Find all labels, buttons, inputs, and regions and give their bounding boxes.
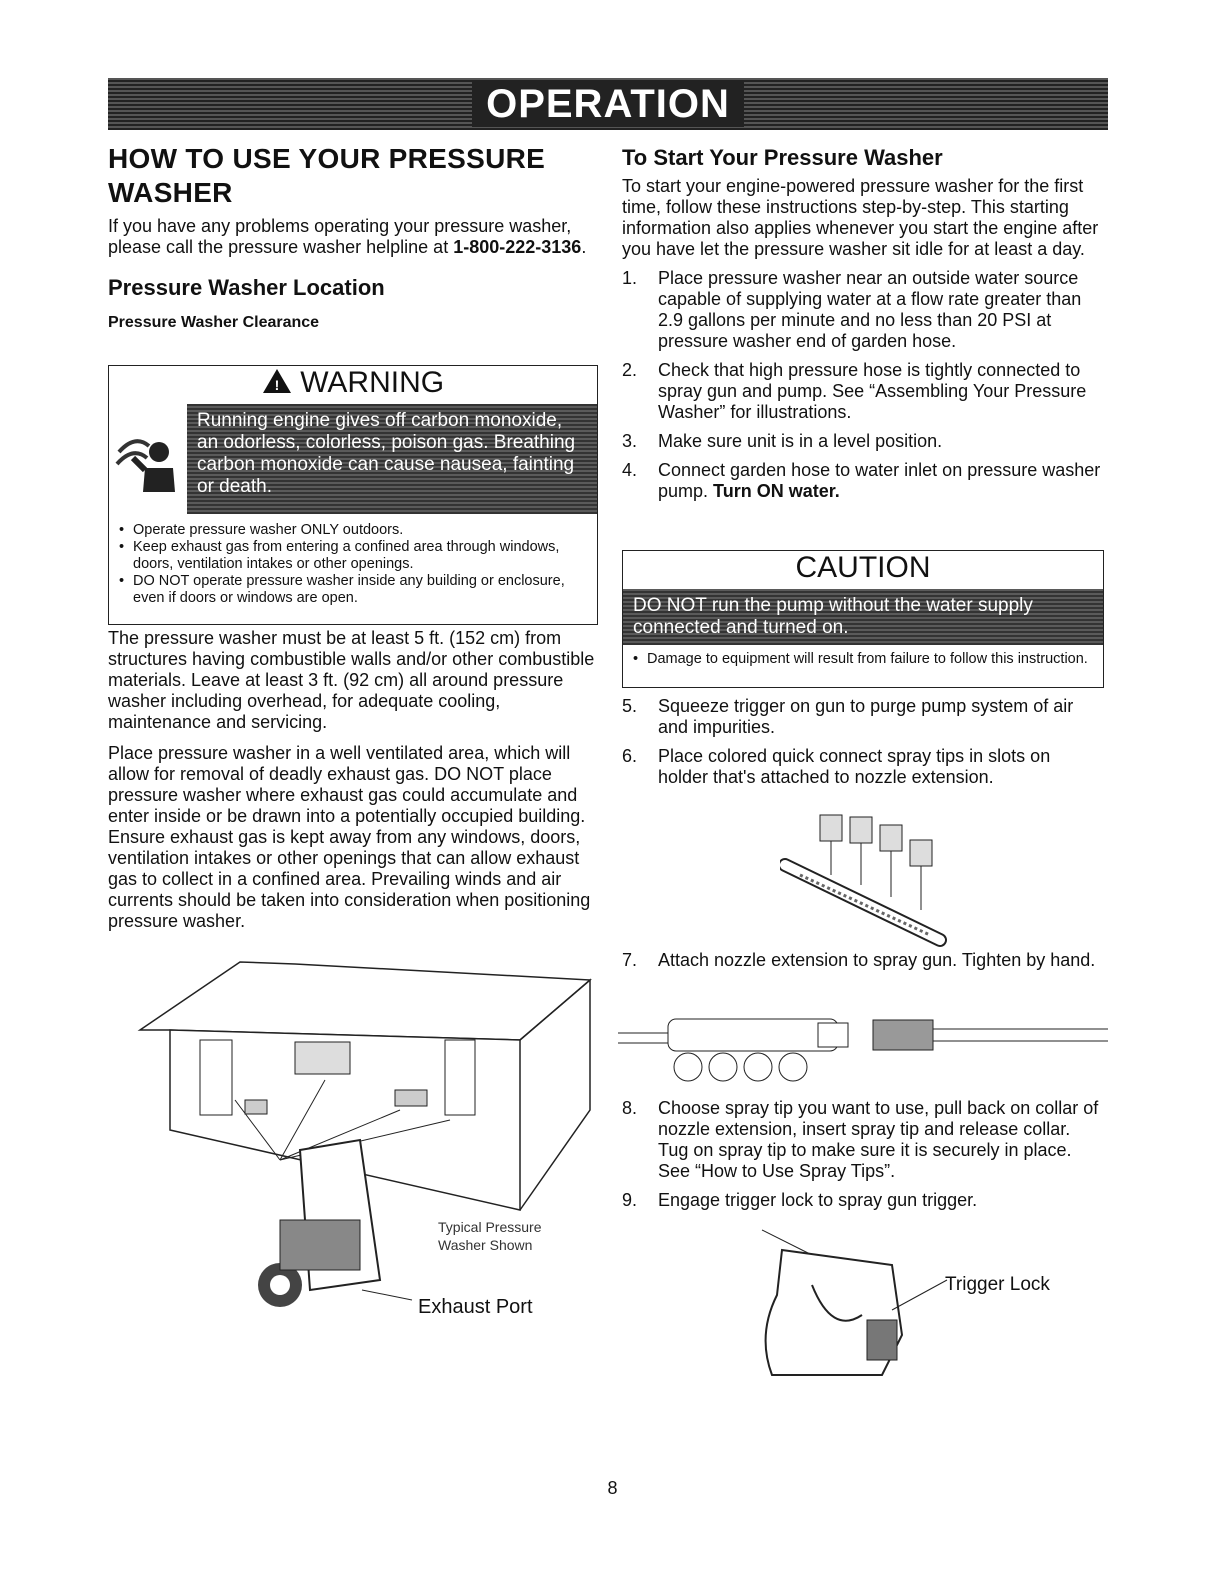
location-heading: Pressure Washer Location <box>108 275 385 300</box>
right-column <box>622 144 1102 502</box>
step-7-block <box>622 950 1102 971</box>
step-8: 8. Choose spray tip you want to use, pull back on collar of nozzle extension, insert spray tip and release collar. Tug on spray tip to make sure it is securely in place. See “How to Use Spray Tips”. <box>622 1098 1099 1181</box>
caution-message: DO NOT run the pump without the water supply connected and turned on. <box>623 589 1103 645</box>
poison-gas-icon <box>109 404 187 514</box>
step-3: 3. Make sure unit is in a level position. <box>622 431 943 451</box>
step-1: 1. Place pressure washer near an outside water source capable of supplying water at a flow rate greater than 2.9 gallons per minute and no less than 20 PSI at pressure washer end of garden hose. <box>622 268 1082 351</box>
page-title: HOW TO USE YOUR PRESSURE WASHER <box>108 143 546 208</box>
helpline-text: If you have any problems operating your pressure washer, please call the pressure washer helpline at 1-800-222-3136. <box>108 216 587 257</box>
house-figure <box>130 960 600 1350</box>
step-6: 6. Place colored quick connect spray tips in slots on holder that's attached to nozzle extension. <box>622 746 1051 787</box>
start-heading: To Start Your Pressure Washer <box>622 145 943 170</box>
warning-box <box>108 365 598 625</box>
warning-title: WARNING <box>300 366 445 399</box>
caution-title: CAUTION <box>795 551 931 584</box>
trigger-lock-label: Trigger Lock <box>945 1274 1050 1295</box>
section-banner <box>108 78 1108 130</box>
banner-title: OPERATION <box>472 82 744 127</box>
step-4: 4. Connect garden hose to water inlet on pressure washer pump. Turn ON water. <box>622 460 1101 501</box>
caution-box <box>622 550 1104 688</box>
warning-header <box>109 366 597 400</box>
warning-message: Running engine gives off carbon monoxide, an odorless, colorless, poison gas. Breathing carbon monoxide can cause nausea, fainting or death. <box>187 404 597 514</box>
steps-list-a <box>622 268 1102 502</box>
start-intro: To start your engine-powered pressure washer for the first time, follow these instructions step-by-step. This starting information also applies whenever you start the engine after you have let the pressure washer sit idle for at least a day. <box>622 176 1099 259</box>
step-5: 5. Squeeze trigger on gun to purge pump system of air and impurities. <box>622 696 1074 737</box>
warning-bullet: • Operate pressure washer ONLY outdoors. <box>109 522 597 539</box>
page-number: 8 <box>607 1478 618 1498</box>
figure-caption: Typical Pressure Washer Shown <box>438 1219 542 1253</box>
trigger-lock-figure <box>752 1225 952 1380</box>
step-7: 7. Attach nozzle extension to spray gun. Tighten by hand. <box>622 950 1096 970</box>
turn-on-water: Turn ON water. <box>713 481 840 501</box>
steps-c-block <box>622 1098 1102 1211</box>
step-2: 2. Check that high pressure hose is tightly connected to spray gun and pump. See “Assembling Your Pressure Washer” for illustrations. <box>622 360 1087 422</box>
nozzle-extension-figure <box>618 1005 1108 1085</box>
left-body <box>108 628 596 932</box>
step-9: 9. Engage trigger lock to spray gun trigger. <box>622 1190 978 1210</box>
left-column <box>108 142 598 332</box>
warning-bullet: • Keep exhaust gas from entering a confined area through windows, doors, ventilation intakes or other openings. <box>109 539 597 573</box>
spray-tips-figure <box>780 805 970 950</box>
exhaust-port-label: Exhaust Port <box>418 1296 533 1318</box>
helpline-phone: 1-800-222-3136 <box>453 237 582 257</box>
caution-bullet: • Damage to equipment will result from failure to follow this instruction. <box>623 651 1103 668</box>
warning-bullet: • DO NOT operate pressure washer inside any building or enclosure, even if doors or windows are open. <box>109 573 597 607</box>
clearance-heading: Pressure Washer Clearance <box>108 314 320 331</box>
warning-triangle-icon <box>262 366 300 399</box>
clearance-paragraph: The pressure washer must be at least 5 ft. (152 cm) from structures having combustible walls and/or other combustible materials. Leave at least 3 ft. (92 cm) all around pressure washer including overhead, for adequate cooling, maintenance and servicing. <box>108 628 595 732</box>
svg-text:!: ! <box>274 377 280 393</box>
ventilation-paragraph: Place pressure washer in a well ventilated area, which will allow for removal of deadly exhaust gas. DO NOT place pressure washer where exhaust gas could accumulate and enter inside or be drawn into a potentially occupied building. Ensure exhaust gas is kept away from any windows, doors, ventilation intakes or other openings that can allow exhaust gas to collect in a confined area. Prevailing winds and air currents should be taken into consideration when positioning pressure washer. <box>108 743 591 931</box>
steps-b-block <box>622 696 1102 788</box>
warning-bullets <box>109 522 597 607</box>
